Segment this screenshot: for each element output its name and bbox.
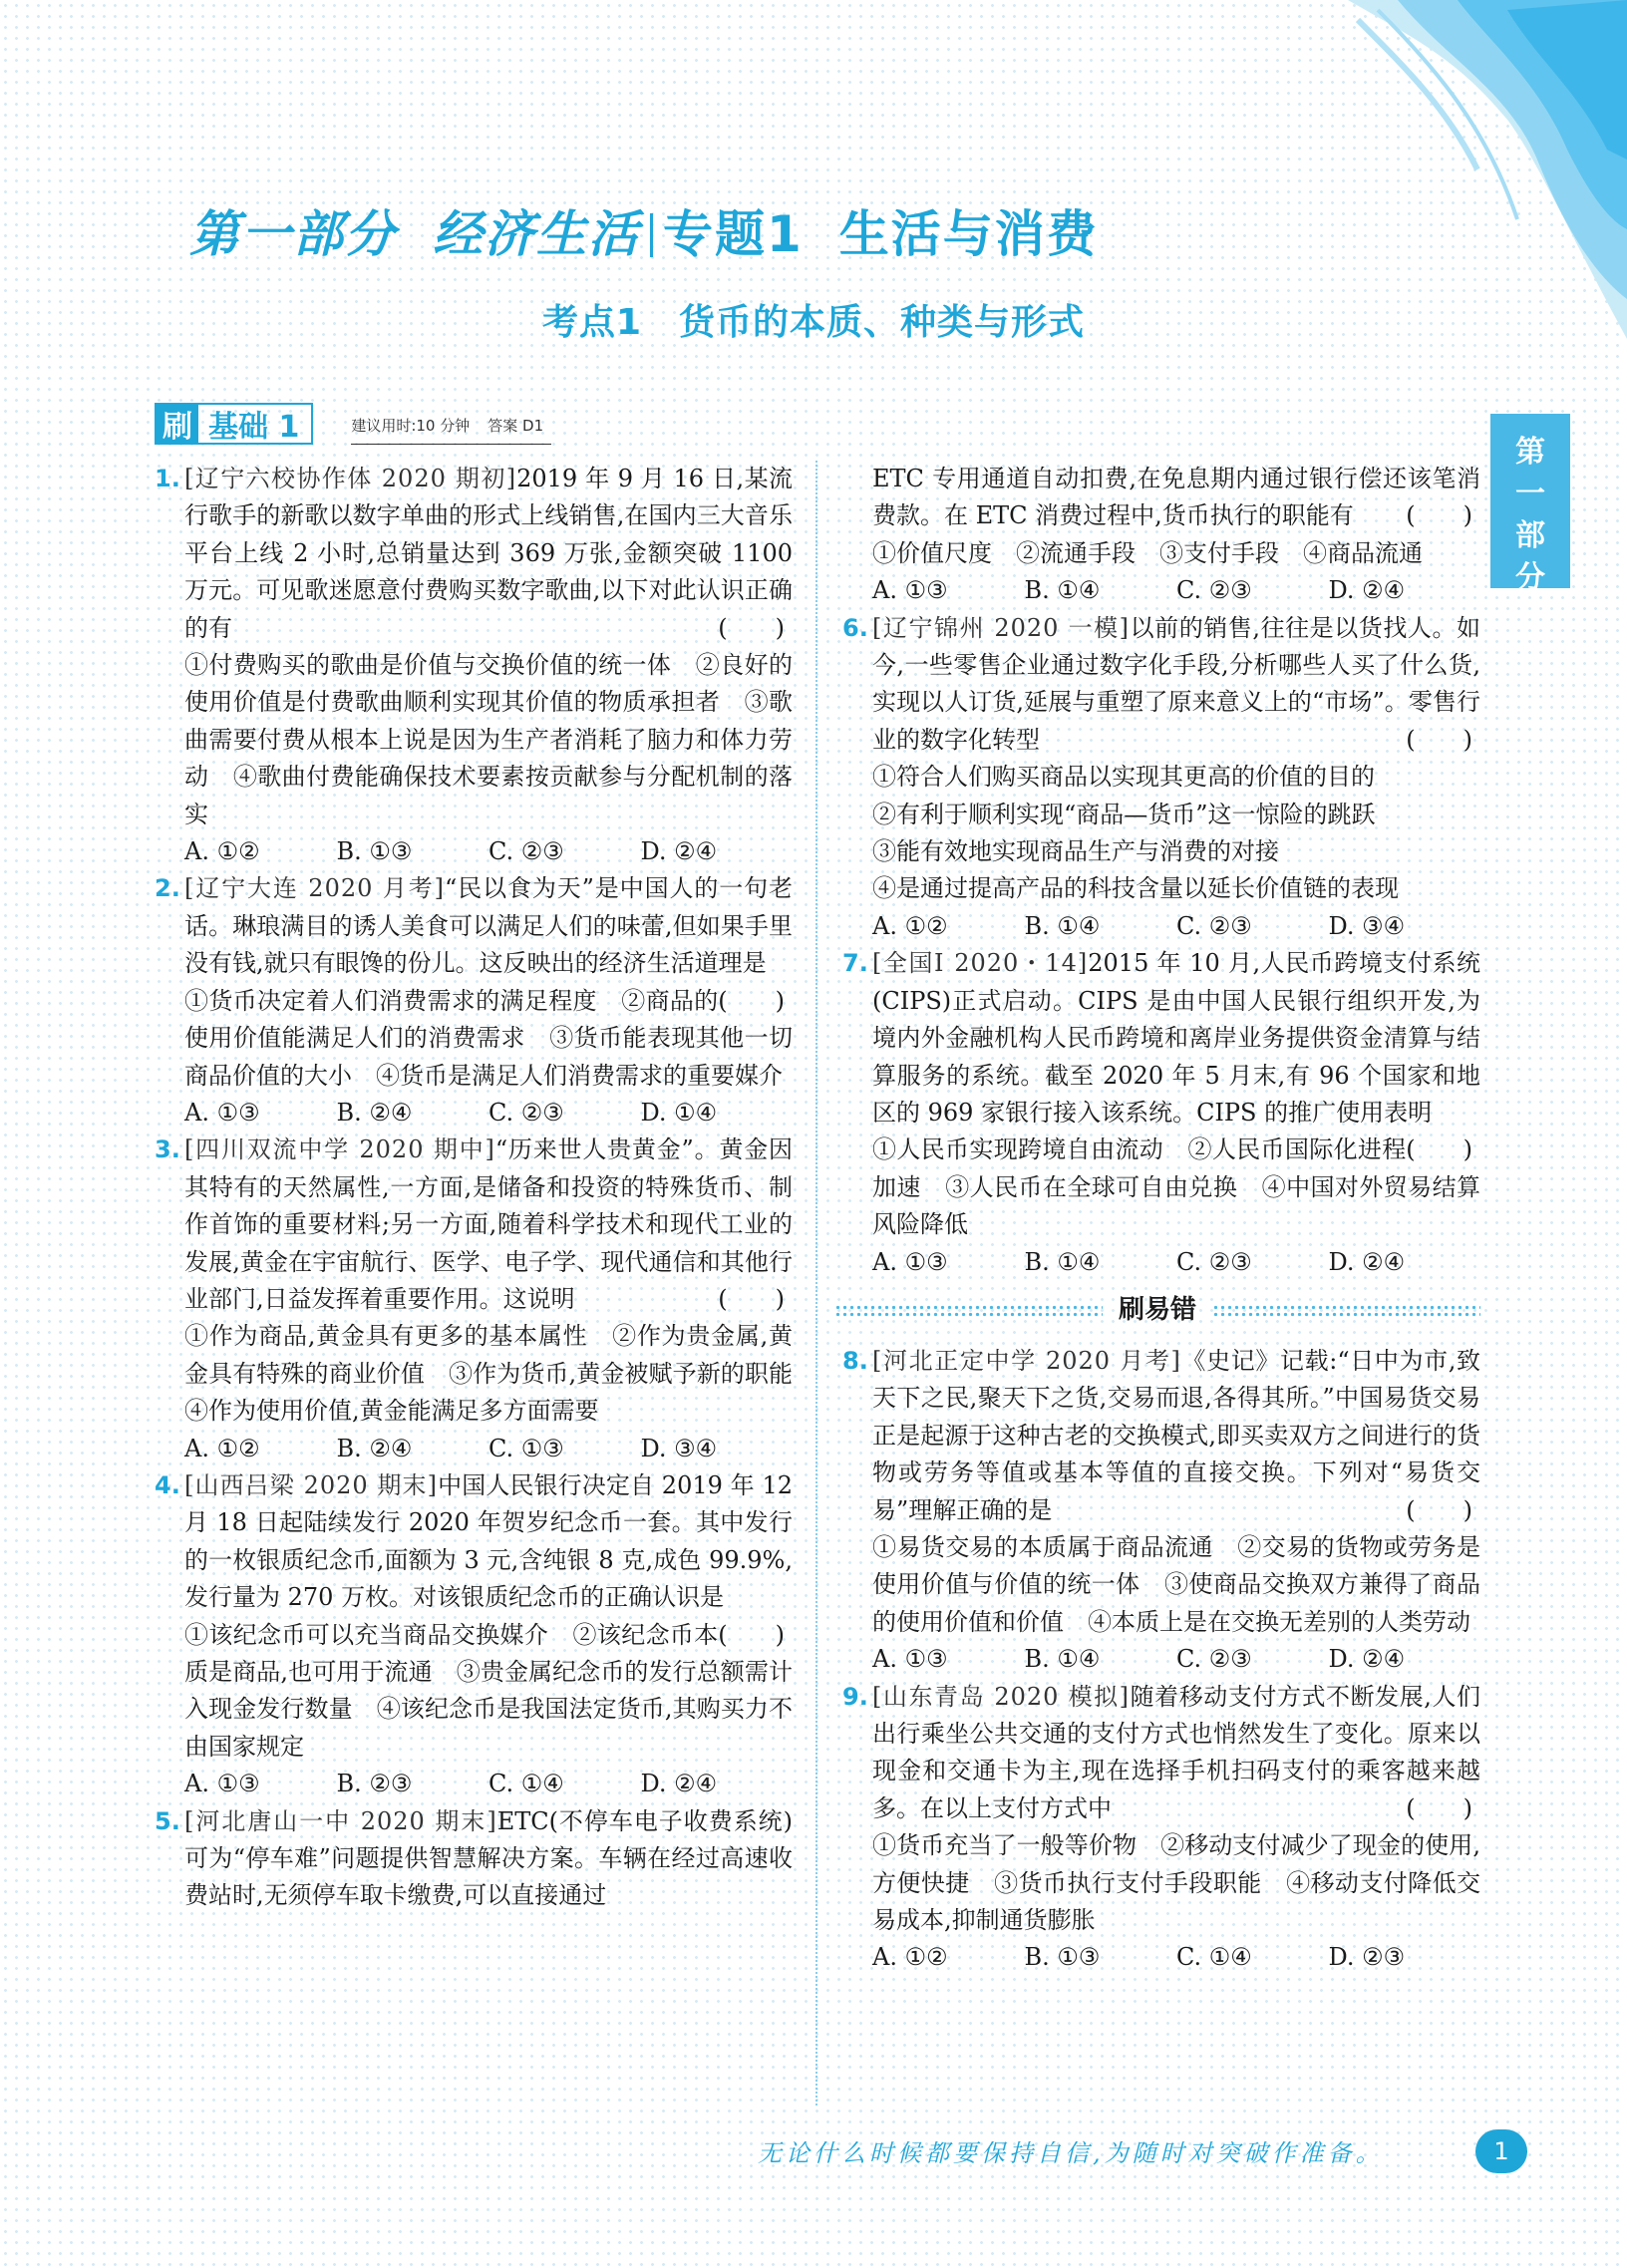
options-row [184,1766,793,1802]
answer-blank: ( ) [1406,725,1472,754]
section-tab-char: 一 [1515,477,1545,511]
footer-motto: 无论什么时候都要保持自信,为随时对突破作准备。 [758,2139,1384,2167]
question [155,1803,793,1915]
answer-blank: ( ) [718,986,785,1015]
options-row [872,908,1480,945]
question [155,461,793,870]
option: B. ②④ [336,1434,413,1462]
option: D. ②④ [640,1770,718,1798]
question-stem: 以前的销售,往往是以货找人。如今,一些零售企业通过数字化手段,分析哪些人买了什么货,实现以人订货,延展与重塑了原来意义上的“市场”。零售行业的数字化转型 [872,613,1481,754]
easy-error-section-header [834,1291,1480,1331]
statement-line: ①符合人们购买商品以实现其更高的价值的目的 [872,763,1375,792]
option: C. ②③ [1176,576,1252,605]
option: D. ②④ [1328,1247,1406,1276]
option: A. ①③ [872,1645,948,1674]
statement-line: ③能有效地实现商品生产与消费的对接 [872,837,1279,866]
statement-line: ④是通过提高产品的科技含量以延长价值链的表现 [872,874,1399,903]
option: B. ①③ [1024,1943,1101,1972]
question-source: [辽宁六校协作体 2020 期初] [184,465,517,492]
options-row [184,1095,793,1132]
statement-line: ②有利于顺利实现“商品—货币”这一惊险的跳跃 [872,800,1376,828]
question-number: 8. [842,1346,868,1375]
time-note: 建议用时:10 分钟 [351,417,471,435]
question-source: [四川双流中学 2020 期中] [184,1135,495,1164]
option: B. ①③ [336,837,413,866]
option: C. ①③ [488,1434,564,1462]
options-row [872,1244,1480,1281]
question-stem: ETC 专用通道自动扣费,在免息期内通过银行偿还该笔消费款。在 ETC 消费过程中,货币执行的职能有 [872,465,1480,530]
option: C. ②③ [1176,911,1252,940]
question [842,610,1480,946]
section-tab-char: 第 [1515,435,1545,470]
option: C. ②③ [488,837,564,866]
section-tab [1490,414,1570,595]
option: C. ①④ [488,1770,564,1798]
page-title [189,194,1465,266]
option: A. ①③ [872,576,948,605]
option: B. ①④ [1024,911,1101,940]
question-stem: 2015 年 10 月,人民币跨境支付系统(CIPS)正式启动。CIPS 是由中国人民银行组织开发,为境内外金融机构人民币跨境和离岸业务提供资金清算与结算服务的系统。截至 2020 年 5 月末,有 96 个国家和地区的 969 家银行接入该系统。CIPS 的推广使用表明 [872,949,1481,1127]
option: D. ②③ [1328,1943,1406,1972]
option: A. ①② [872,1943,948,1972]
question-statements: ①该纪念币可以充当商品交换媒介 ②该纪念币本质是商品,也可用于流通 ③贵金属纪念币的发行总额需计入现金发行数量 ④该纪念币是我国法定货币,其购买力不由国家规定 [184,1620,793,1761]
question-stem: 随着移动支付方式不断发展,人们出行乘坐公共交通的支付方式也悄然发生了变化。原来以现金和交通卡为主,现在选择手机扫码支付的乘客越来越多。在以上支付方式中 [872,1682,1481,1822]
option: C. ②③ [488,1098,564,1127]
option: B. ①④ [1024,1247,1101,1276]
option: C. ①④ [1176,1943,1252,1972]
options-row [872,1939,1480,1976]
question [155,870,793,1132]
practice-meta [351,415,551,445]
answer-blank: ( ) [718,1284,785,1313]
question [842,945,1480,1281]
part-label: 第一部分 [189,205,397,263]
practice-header [155,397,551,445]
question [155,1467,793,1803]
topic-title: 生活与消费 [838,205,1099,263]
practice-badge-icon: 刷 [157,405,198,443]
option: A. ①③ [184,1098,260,1127]
question-statements: ①货币充当了一般等价物 ②移动支付减少了现金的使用,方便快捷 ③货币执行支付手段职能 ④移动支付降低交易成本,抑制通货膨胀 [872,1831,1480,1935]
options-row [872,1641,1480,1678]
question-statements: ①付费购买的歌曲是价值与交换价值的统一体 ②良好的使用价值是付费歌曲顺利实现其价值的物质承担者 ③歌曲需要付费从根本上说是因为生产者消耗了脑力和体力劳动 ④歌曲付费能确保技术要素按贡献参与分配机制的落实 [184,651,793,828]
options-row [184,833,793,870]
answer-blank: ( ) [718,1620,785,1649]
question-number: 2. [155,874,180,903]
practice-label: 基础 1 [208,410,300,445]
question-statements: ①价值尺度 ②流通手段 ③支付手段 ④商品流通 [872,538,1423,567]
option: D. ③④ [640,1434,718,1462]
question-stem: 中国人民银行决定自 2019 年 12 月 18 日起陆续发行 2020 年贺岁纪念币一套。其中发行的一枚银质纪念币,面额为 3 元,含纯银 8 克,成色 99.9%,发行量为 270 万枚。对该银质纪念币的正确认识是 [184,1470,793,1612]
question [155,1132,816,1467]
question-stem: “历来世人贵黄金”。黄金因其特有的天然属性,一方面,是储备和投资的特殊货币、制作首饰的重要材料;另一方面,随着科学技术和现代工业的发展,黄金在宇宙航行、医学、电子学、现代通信和其他行业部门,日益发挥着重要作用。这说明 [184,1135,793,1313]
section-tab-char: 分 [1515,560,1545,595]
question-continued [842,461,1480,610]
option: C. ②③ [1176,1645,1252,1674]
question-source: [河北唐山一中 2020 期末] [184,1806,497,1835]
answer-blank: ( ) [1406,1135,1472,1164]
question-statements: ①货币决定着人们消费需求的满足程度 ②商品的使用价值能满足人们的消费需求 ③货币能表现其他一切商品价值的大小 ④货币是满足人们消费需求的重要媒介 [184,986,793,1090]
question [842,1343,1480,1679]
question-stem: 《史记》记载:“日中为市,致天下之民,聚天下之货,交易而退,各得其所。”中国易货交易正是起源于这种古老的交换模式,即买卖双方之间进行的货物或劳务等值或基本等值的直接交换。下列对“易货交易”理解正确的是 [872,1346,1481,1524]
left-column [155,461,816,1915]
option: D. ②④ [1328,1645,1406,1674]
option: D. ②④ [640,837,718,866]
option: A. ①② [872,911,948,940]
option: D. ①④ [640,1098,718,1127]
option: B. ①④ [1024,576,1101,605]
answer-blank: ( ) [718,613,785,642]
answer-blank: ( ) [1406,1793,1472,1822]
question-number: 4. [155,1470,180,1499]
question-number: 1. [155,465,180,492]
question-statements: ①人民币实现跨境自由流动 ②人民币国际化进程加速 ③人民币在全球可自由兑换 ④中国对外贸易结算风险降低 [872,1135,1480,1239]
section-tab-char: 部 [1515,518,1545,553]
question-source: [辽宁大连 2020 月考] [184,874,446,903]
option: B. ①④ [1024,1645,1101,1674]
right-column [842,461,1480,1977]
option: A. ①③ [872,1247,948,1276]
page-number: 1 [1475,2129,1527,2173]
question-source: [山西吕梁 2020 期末] [184,1470,439,1499]
answer-blank: ( ) [1406,1495,1472,1524]
dotted-rule [834,1304,1103,1318]
part-title: 经济生活 [433,205,640,263]
option: A. ①③ [184,1770,260,1798]
question-source: [河北正定中学 2020 月考] [872,1346,1181,1375]
options-row [184,1431,793,1467]
question-stem: ETC(不停车电子收费系统)可为“停车难”问题提供智慧解决方案。车辆在经过高速收费站时,无须停车取卡缴费,可以直接通过 [184,1806,793,1910]
question-number: 3. [155,1135,180,1164]
options-row [872,572,1480,609]
option: D. ②④ [1328,576,1406,605]
question-stem: 2019 年 9 月 16 日,某流行歌手的新歌以数字单曲的形式上线销售,在国内三大音乐平台上线 2 小时,总销量达到 369 万张,金额突破 1100 万元。可见歌迷愿意付费购买数字歌曲,以下对此认识正确的有 [184,465,793,642]
practice-badge [155,403,313,445]
question-number: 9. [842,1682,868,1711]
question-number: 6. [842,613,868,642]
answer-note: 答案 D1 [488,417,544,435]
option: B. ②④ [336,1098,413,1127]
answer-blank: ( ) [1406,501,1472,530]
question-number: 7. [842,949,868,978]
question-number: 5. [155,1806,180,1835]
option: A. ①② [184,837,260,866]
topic-label: 专题1 [663,205,804,263]
question-source: [辽宁锦州 2020 一模] [872,613,1131,642]
question-source: [山东青岛 2020 模拟] [872,1682,1131,1711]
title-divider [650,213,653,257]
column-divider [815,461,817,2106]
question-statements: ①易货交易的本质属于商品流通 ②交易的货物或劳务是使用价值与价值的统一体 ③使商品交换双方兼得了商品的使用价值和价值 ④本质上是在交换无差别的人类劳动 [872,1532,1480,1636]
easy-error-label: 刷易错 [1119,1295,1197,1326]
option: A. ①② [184,1434,260,1462]
page-subtitle: 考点1 货币的本质、种类与形式 [541,302,1086,343]
question-statements: ①作为商品,黄金具有更多的基本属性 ②作为贵金属,黄金具有特殊的商业价值 ③作为货币,黄金被赋予新的职能 ④作为使用价值,黄金能满足多方面需要 [184,1322,816,1426]
question [842,1679,1480,1977]
option: B. ②③ [336,1770,413,1798]
option: C. ②③ [1176,1247,1252,1276]
question-stem: “民以食为天”是中国人的一句老话。琳琅满目的诱人美食可以满足人们的味蕾,但如果手里没有钱,就只有眼馋的份儿。这反映出的经济生活道理是 [184,874,793,978]
option: D. ③④ [1328,911,1406,940]
question-source: [全国Ⅰ 2020・14] [872,949,1089,978]
dotted-rule [1212,1304,1480,1318]
